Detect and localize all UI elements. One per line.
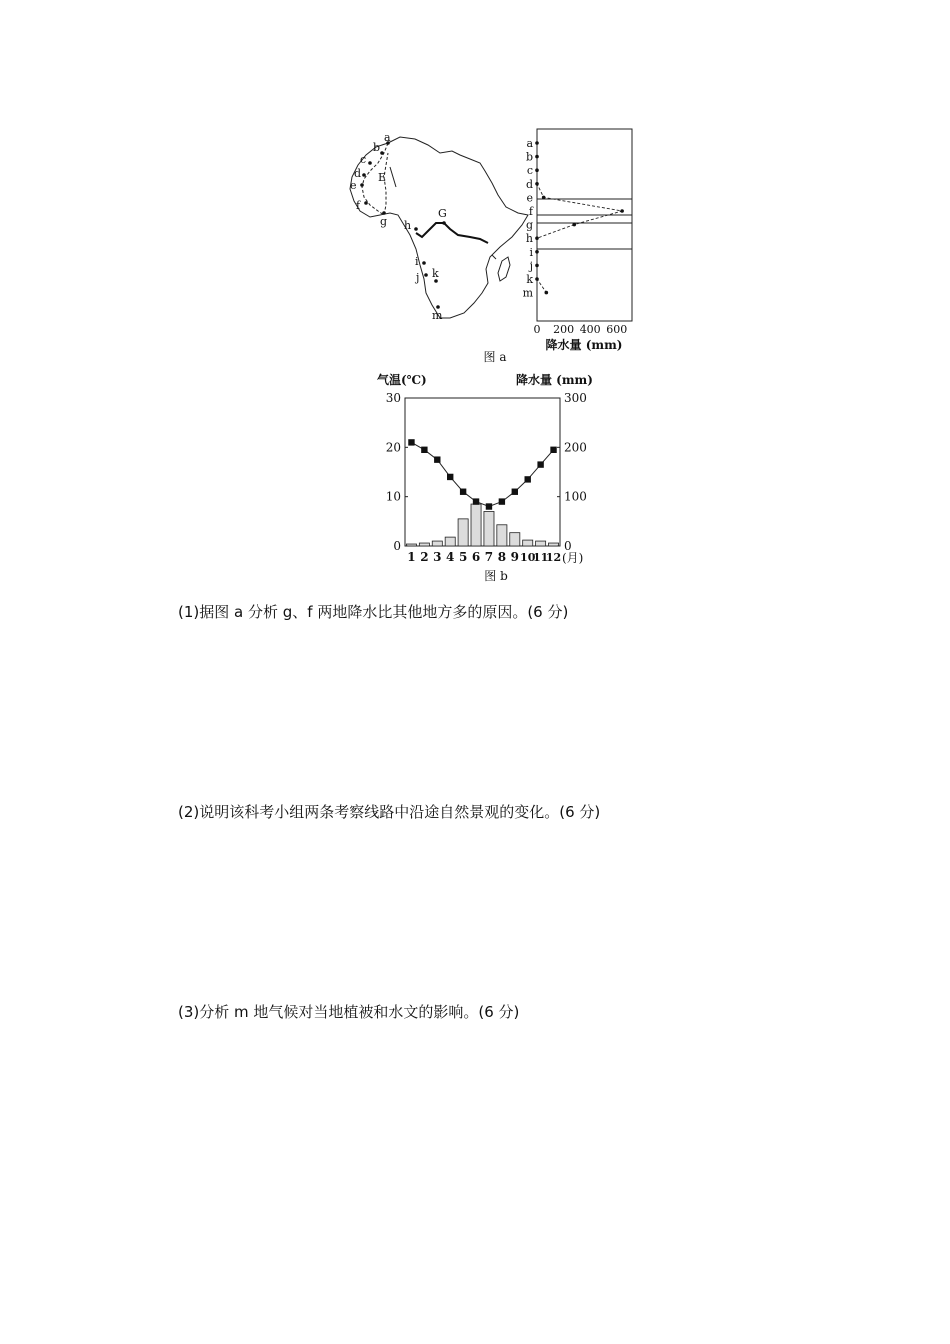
precip-bar-11	[536, 541, 546, 546]
rainfall-by-site-chart	[523, 129, 632, 352]
temp-marker-5	[460, 489, 466, 495]
map-label-G: G	[438, 207, 447, 220]
month-tick-2: 2	[420, 550, 429, 564]
temp-marker-9	[512, 489, 518, 495]
temp-marker-8	[499, 498, 505, 504]
small-island	[492, 255, 496, 259]
rain-site-label-b: b	[525, 150, 533, 164]
rain-series-line	[537, 143, 622, 293]
rain-site-label-e: e	[526, 191, 533, 205]
map-label-j: j	[416, 271, 420, 284]
rain-site-label-a: a	[526, 137, 533, 150]
rain-point-c	[535, 168, 539, 172]
rain-tick-labels	[534, 323, 628, 336]
rain-point-a	[535, 141, 539, 145]
temp-tick-20: 20	[385, 440, 401, 455]
temperature-markers	[408, 439, 556, 510]
figure-b-caption: 图 b	[484, 569, 508, 583]
precip-ticks	[557, 391, 587, 553]
map-label-m: m	[432, 309, 443, 322]
rain-point-i	[535, 250, 539, 254]
precip-bar-6	[471, 504, 481, 546]
temp-marker-6	[473, 498, 479, 504]
month-tick-4: 4	[446, 550, 455, 564]
month-tick-7: 7	[484, 550, 494, 564]
rain-site-label-k: k	[526, 273, 533, 286]
rain-point-d	[535, 182, 539, 186]
map-label-i: i	[415, 255, 419, 268]
precip-bar-10	[523, 540, 533, 546]
rain-site-label-j: j	[529, 259, 533, 273]
route-2-solid	[416, 223, 488, 243]
temp-marker-12	[550, 447, 556, 453]
temp-marker-11	[537, 461, 543, 467]
precip-bar-3	[432, 541, 442, 546]
map-label-f: f	[356, 199, 361, 212]
map-point-G	[442, 221, 446, 225]
question-3: (3)分析 m 地气候对当地植被和水文的影响。(6 分)	[178, 1003, 520, 1021]
map-label-e: e	[350, 179, 357, 192]
month-tick-11: 11	[532, 551, 549, 564]
rain-tick-0: 0	[533, 323, 541, 336]
month-tick-9: 9	[510, 550, 519, 564]
map-point-d	[362, 173, 366, 177]
precip-bar-2	[419, 543, 429, 546]
map-label-c: c	[360, 153, 367, 166]
precip-tick-300: 300	[564, 391, 587, 405]
map-label-g: g	[380, 215, 388, 228]
rain-point-f	[620, 209, 624, 213]
rain-site-labels	[523, 137, 534, 300]
rain-site-label-f: f	[528, 205, 533, 218]
precip-tick-0: 0	[564, 539, 572, 553]
question-2: (2)说明该科考小组两条考察线路中沿途自然景观的变化。(6 分)	[178, 803, 601, 821]
rain-tick-400: 400	[579, 323, 601, 336]
precip-bars	[406, 504, 558, 546]
map-point-c	[368, 161, 372, 165]
plot-frame	[405, 398, 560, 546]
rain-site-label-c: c	[526, 164, 533, 178]
precip-bar-9	[510, 533, 520, 546]
map-label-E: E	[378, 171, 387, 184]
precip-tick-100: 100	[564, 489, 587, 504]
rain-point-k	[535, 277, 539, 281]
temp-marker-4	[447, 474, 453, 480]
rain-site-label-g: g	[525, 218, 533, 232]
rain-point-m	[545, 291, 549, 295]
precip-tick-200: 200	[564, 440, 587, 455]
month-tick-5: 5	[458, 550, 468, 564]
map-label-d: d	[354, 167, 362, 180]
temperature-line	[412, 442, 554, 506]
precip-bar-4	[445, 537, 455, 546]
figure-a	[340, 125, 640, 370]
map-point-i	[422, 261, 426, 265]
temp-tick-30: 30	[385, 391, 401, 405]
arrow-E	[390, 167, 396, 187]
temp-tick-10: 10	[385, 489, 401, 504]
month-tick-6: 6	[471, 550, 481, 564]
rain-site-label-i: i	[529, 245, 533, 259]
month-tick-12: 12	[545, 551, 562, 564]
map-point-h	[414, 227, 418, 231]
temp-marker-7	[486, 503, 492, 509]
rain-tick-600: 600	[606, 323, 628, 336]
precip-bar-8	[497, 525, 507, 546]
map-point-j	[424, 273, 428, 277]
rain-site-label-h: h	[525, 232, 533, 246]
temp-marker-10	[525, 476, 531, 482]
rain-point-g	[572, 223, 576, 227]
map-label-k: k	[432, 267, 439, 280]
rain-tick-200: 200	[553, 323, 575, 336]
precip-bar-5	[458, 519, 468, 546]
africa-map-outline	[350, 137, 528, 318]
rain-point-e	[542, 196, 546, 200]
map-point-b	[380, 151, 384, 155]
figure-b-climate-chart	[370, 368, 620, 590]
month-unit-label: (月)	[562, 551, 584, 565]
temp-tick-0: 0	[393, 539, 401, 553]
question-1: (1)据图 a 分析 g、f 两地降水比其他地方多的原因。(6 分)	[178, 603, 569, 621]
rain-site-label-d: d	[525, 177, 533, 191]
map-point-e	[360, 183, 364, 187]
rain-series-points	[535, 141, 624, 294]
map-point-f	[364, 201, 368, 205]
map-label-b: b	[373, 141, 381, 154]
rain-point-b	[535, 155, 539, 159]
rain-point-h	[535, 236, 539, 240]
temp-marker-2	[421, 447, 427, 453]
rain-point-j	[535, 264, 539, 268]
figure-a-caption: 图 a	[483, 350, 507, 364]
month-tick-3: 3	[433, 550, 442, 564]
month-ticks	[407, 550, 561, 564]
rain-site-label-m: m	[522, 286, 533, 300]
rain-chart-frame	[537, 129, 632, 321]
map-label-h: h	[404, 219, 412, 232]
temp-marker-3	[434, 456, 440, 462]
month-tick-10: 10	[520, 551, 536, 564]
month-tick-1: 1	[407, 550, 416, 564]
rain-x-axis-label: 降水量 (mm)	[545, 338, 623, 352]
map-label-a: a	[384, 131, 391, 144]
right-axis-title: 降水量 (mm)	[516, 373, 593, 387]
temp-marker-1	[408, 439, 414, 445]
left-axis-title: 气温(℃)	[377, 373, 427, 387]
madagascar-outline	[498, 257, 510, 281]
month-tick-8: 8	[497, 550, 507, 564]
precip-bar-7	[484, 511, 494, 546]
